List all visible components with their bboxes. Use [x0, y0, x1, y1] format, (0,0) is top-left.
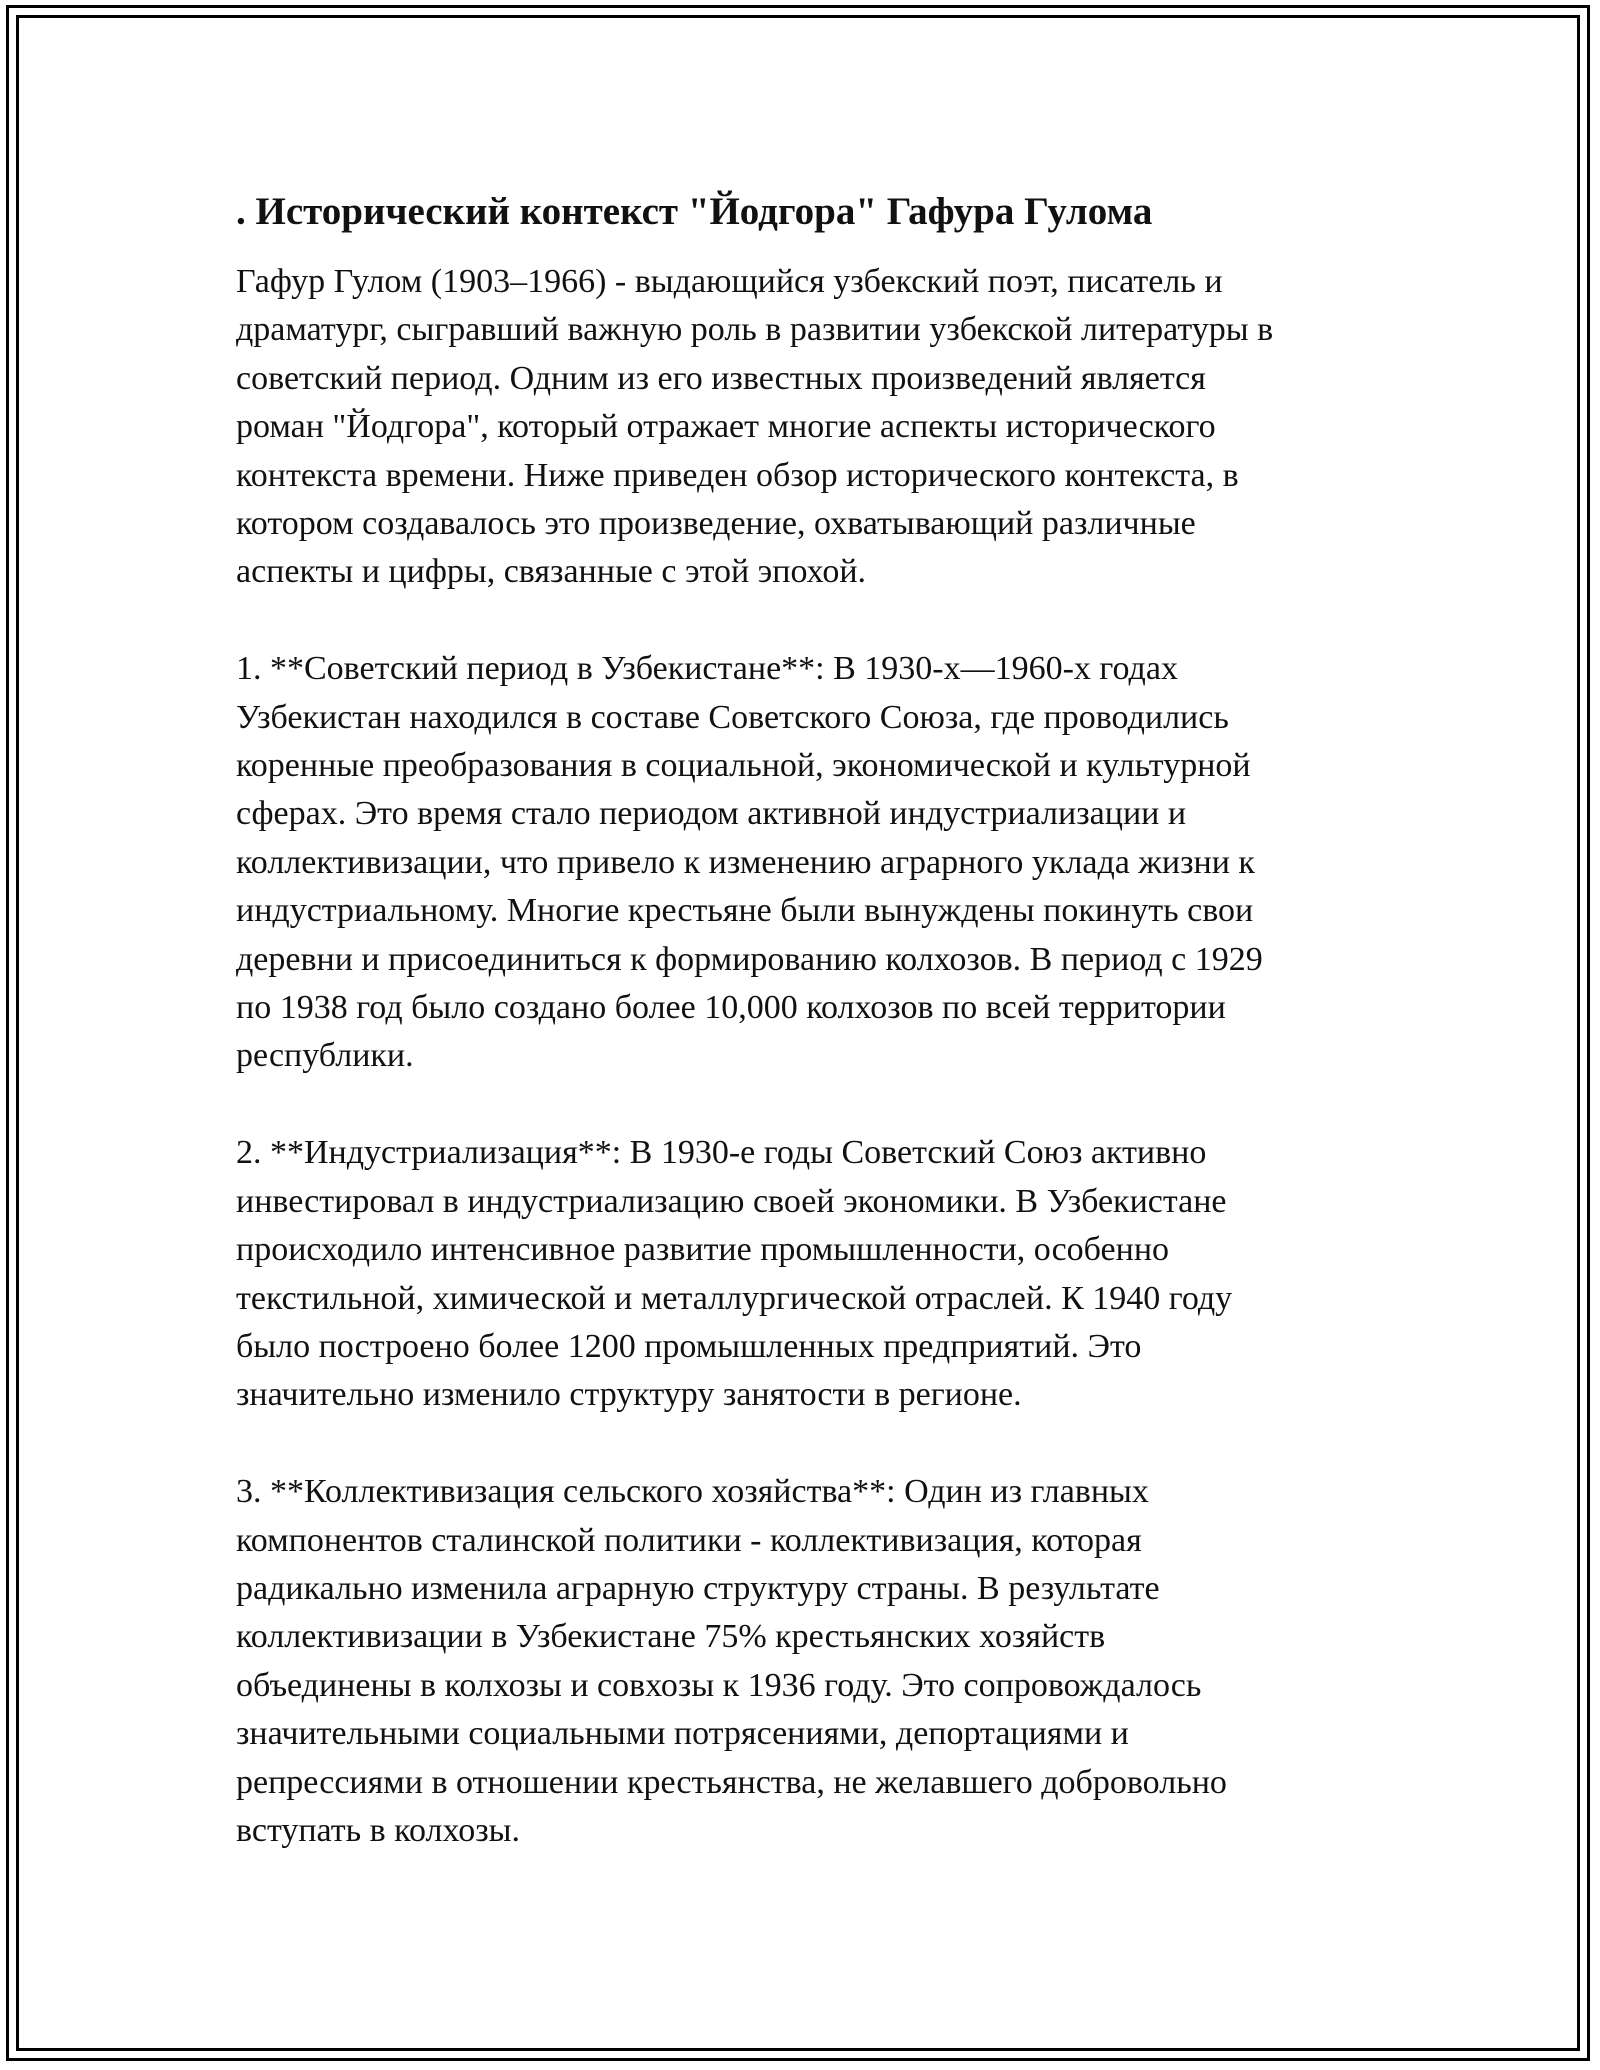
- text-line: 3. **Коллективизация сельского хозяйства**: Один из главных: [236, 1473, 1149, 1511]
- text-line: котором создавалось это произведение, охватывающий различные: [236, 505, 1196, 543]
- paragraph-soviet-period: [236, 645, 1396, 1081]
- text-line: аспекты и цифры, связанные с этой эпохой.: [236, 553, 867, 591]
- paragraph-collectivization: [236, 1468, 1396, 1855]
- text-line: коллективизации, что привело к изменению аграрного уклада жизни к: [236, 843, 1255, 881]
- text-line: радикально изменила аграрную структуру страны. В результате: [236, 1569, 1160, 1607]
- text-line: 2. **Индустриализация**: В 1930-е годы Советский Союз активно: [236, 1134, 1207, 1172]
- text-line: объединены в колхозы и совхозы к 1936 году. Это сопровождалось: [236, 1666, 1202, 1704]
- text-line: республики.: [236, 1037, 414, 1075]
- text-line: драматург, сыгравший важную роль в развитии узбекской литературы в: [236, 311, 1274, 349]
- text-line: инвестировал в индустриализацию своей экономики. В Узбекистане: [236, 1182, 1227, 1220]
- text-line: советский период. Одним из его известных произведений является: [236, 359, 1206, 397]
- text-line: роман "Йодгора", который отражает многие аспекты исторического: [236, 408, 1216, 446]
- text-line: сферах. Это время стало периодом активной индустриализации и: [236, 795, 1187, 833]
- text-line: значительными социальными потрясениями, депортациями и: [236, 1715, 1129, 1753]
- document-body: [236, 188, 1396, 1904]
- text-line: текстильной, химической и металлургической отраслей. К 1940 году: [236, 1279, 1233, 1317]
- paragraph-industrialization: [236, 1129, 1396, 1419]
- document-title: . Исторический контекст "Йодгора" Гафура Гулома: [236, 190, 1153, 233]
- text-line: 1. **Советский период в Узбекистане**: В 1930-х—1960-х годах: [236, 650, 1178, 688]
- text-line: коренные преобразования в социальной, экономической и культурной: [236, 747, 1251, 785]
- text-line: происходило интенсивное развитие промышленности, особенно: [236, 1231, 1170, 1269]
- text-line: деревни и присоединиться к формированию колхозов. В период с 1929: [236, 940, 1263, 978]
- text-line: индустриальному. Многие крестьяне были вынуждены покинуть свои: [236, 892, 1254, 930]
- text-line: Узбекистан находился в составе Советского Союза, где проводились: [236, 698, 1229, 736]
- text-line: значительно изменило структуру занятости в регионе.: [236, 1376, 1022, 1414]
- text-line: компонентов сталинской политики - коллективизация, которая: [236, 1521, 1142, 1559]
- text-line: по 1938 год было создано более 10,000 колхозов по всей территории: [236, 989, 1226, 1027]
- text-line: репрессиями в отношении крестьянства, не желавшего добровольно: [236, 1763, 1227, 1801]
- text-line: вступать в колхозы.: [236, 1811, 520, 1849]
- paragraph-intro: [236, 258, 1396, 597]
- text-line: коллективизации в Узбекистане 75% крестьянских хозяйств: [236, 1618, 1106, 1656]
- text-line: контекста времени. Ниже приведен обзор исторического контекста, в: [236, 456, 1239, 494]
- text-line: было построено более 1200 промышленных предприятий. Это: [236, 1327, 1142, 1365]
- text-line: Гафур Гулом (1903–1966) - выдающийся узбекский поэт, писатель и: [236, 263, 1223, 300]
